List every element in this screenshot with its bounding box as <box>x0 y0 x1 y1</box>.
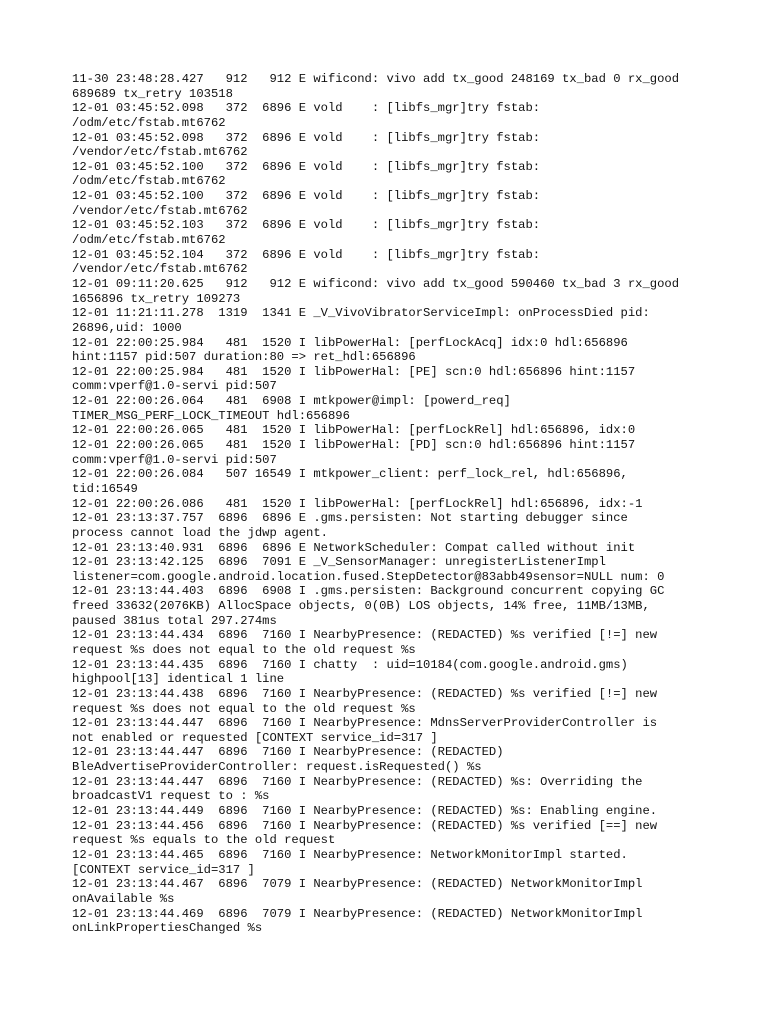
log-line: 12-01 22:00:25.984 481 1520 I libPowerHal: [perfLockAcq] idx:0 hdl:656896 <box>72 335 628 350</box>
log-line: process cannot load the jdwp agent. <box>72 525 328 540</box>
log-line: 12-01 23:13:44.435 6896 7160 I chatty : uid=10184(com.google.android.gms) <box>72 657 628 672</box>
log-line: /odm/etc/fstab.mt6762 <box>72 233 226 248</box>
log-line: 12-01 23:13:44.434 6896 7160 I NearbyPresence: (REDACTED) %s verified [!=] new <box>72 628 658 643</box>
log-line: 12-01 23:13:40.931 6896 6896 E NetworkScheduler: Compat called without init <box>72 540 636 555</box>
log-line: 12-01 03:45:52.098 372 6896 E vold : [libfs_mgr]try fstab: <box>72 130 541 145</box>
log-line: highpool[13] identical 1 line <box>72 672 285 687</box>
log-line: onAvailable %s <box>72 891 175 906</box>
log-line: 12-01 03:45:52.098 372 6896 E vold : [libfs_mgr]try fstab: <box>72 101 541 116</box>
log-line: /vendor/etc/fstab.mt6762 <box>72 262 248 277</box>
log-line: 12-01 22:00:26.084 507 16549 I mtkpower_client: perf_lock_rel, hdl:656896, <box>72 467 628 482</box>
log-line: TIMER_MSG_PERF_LOCK_TIMEOUT hdl:656896 <box>72 408 350 423</box>
log-line: 12-01 23:13:44.467 6896 7079 I NearbyPresence: (REDACTED) NetworkMonitorImpl <box>72 877 643 892</box>
log-line: 12-01 22:00:26.064 481 6908 I mtkpower@impl: [powerd_req] <box>72 394 511 409</box>
log-line: 26896,uid: 1000 <box>72 320 182 335</box>
log-line: 12-01 03:45:52.100 372 6896 E vold : [libfs_mgr]try fstab: <box>72 159 541 174</box>
log-line: /odm/etc/fstab.mt6762 <box>72 174 226 189</box>
log-line: 12-01 23:13:44.447 6896 7160 I NearbyPresence: (REDACTED) %s: Overriding the <box>72 774 643 789</box>
log-line: comm:vperf@1.0-servi pid:507 <box>72 379 277 394</box>
log-line: not enabled or requested [CONTEXT service_id=317 ] <box>72 730 438 745</box>
log-line: /vendor/etc/fstab.mt6762 <box>72 203 248 218</box>
log-line: 1656896 tx_retry 109273 <box>72 291 241 306</box>
log-line: request %s equals to the old request <box>72 833 336 848</box>
log-line: 12-01 23:13:44.447 6896 7160 I NearbyPresence: (REDACTED) <box>72 745 504 760</box>
log-line: 12-01 03:45:52.104 372 6896 E vold : [libfs_mgr]try fstab: <box>72 247 541 262</box>
log-line: 12-01 09:11:20.625 912 912 E wificond: vivo add tx_good 590460 tx_bad 3 rx_good <box>72 276 680 291</box>
log-line: /vendor/etc/fstab.mt6762 <box>72 145 248 160</box>
log-line: 11-30 23:48:28.427 912 912 E wificond: vivo add tx_good 248169 tx_bad 0 rx_good <box>72 72 680 86</box>
log-line: 12-01 22:00:26.086 481 1520 I libPowerHal: [perfLockRel] hdl:656896, idx:-1 <box>72 496 643 511</box>
log-line: 12-01 23:13:44.469 6896 7079 I NearbyPresence: (REDACTED) NetworkMonitorImpl <box>72 906 643 921</box>
log-text <box>72 72 712 936</box>
log-line: 12-01 22:00:25.984 481 1520 I libPowerHal: [PE] scn:0 hdl:656896 hint:1157 <box>72 364 636 379</box>
log-line: onLinkPropertiesChanged %s <box>72 921 263 936</box>
log-line: 12-01 23:13:44.456 6896 7160 I NearbyPresence: (REDACTED) %s verified [==] new <box>72 818 658 833</box>
log-line: request %s does not equal to the old request %s <box>72 642 416 657</box>
log-line: freed 33632(2076KB) AllocSpace objects, 0(0B) LOS objects, 14% free, 11MB/13MB, <box>72 599 650 614</box>
log-line: 689689 tx_retry 103518 <box>72 86 233 101</box>
log-line: 12-01 23:13:44.403 6896 6908 I .gms.persisten: Background concurrent copying GC <box>72 584 665 599</box>
log-line: broadcastV1 request to : %s <box>72 789 270 804</box>
log-line: /odm/etc/fstab.mt6762 <box>72 115 226 130</box>
log-line: 12-01 23:13:42.125 6896 7091 E _V_SensorManager: unregisterListenerImpl <box>72 555 606 570</box>
log-line: 12-01 23:13:44.447 6896 7160 I NearbyPresence: MdnsServerProviderController is <box>72 716 658 731</box>
log-line: 12-01 22:00:26.065 481 1520 I libPowerHal: [perfLockRel] hdl:656896, idx:0 <box>72 423 636 438</box>
log-line: 12-01 22:00:26.065 481 1520 I libPowerHal: [PD] scn:0 hdl:656896 hint:1157 <box>72 438 636 453</box>
log-line: 12-01 23:13:37.757 6896 6896 E .gms.persisten: Not starting debugger since <box>72 511 628 526</box>
log-line: BleAdvertiseProviderController: request.isRequested() %s <box>72 760 482 775</box>
log-line: request %s does not equal to the old request %s <box>72 701 416 716</box>
log-line: tid:16549 <box>72 481 138 496</box>
log-line: 12-01 23:13:44.438 6896 7160 I NearbyPresence: (REDACTED) %s verified [!=] new <box>72 686 658 701</box>
log-line: 12-01 23:13:44.449 6896 7160 I NearbyPresence: (REDACTED) %s: Enabling engine. <box>72 804 658 819</box>
log-line: 12-01 11:21:11.278 1319 1341 E _V_VivoVibratorServiceImpl: onProcessDied pid: <box>72 306 650 321</box>
log-line: paused 381us total 297.274ms <box>72 613 277 628</box>
log-line: comm:vperf@1.0-servi pid:507 <box>72 452 277 467</box>
log-line: 12-01 03:45:52.100 372 6896 E vold : [libfs_mgr]try fstab: <box>72 189 541 204</box>
log-line: 12-01 03:45:52.103 372 6896 E vold : [libfs_mgr]try fstab: <box>72 218 541 233</box>
log-line: [CONTEXT service_id=317 ] <box>72 862 255 877</box>
log-line: 12-01 23:13:44.465 6896 7160 I NearbyPresence: NetworkMonitorImpl started. <box>72 847 628 862</box>
log-line: hint:1157 pid:507 duration:80 => ret_hdl:656896 <box>72 350 416 365</box>
log-line: listener=com.google.android.location.fused.StepDetector@83abb49sensor=NULL num: 0 <box>72 569 665 584</box>
